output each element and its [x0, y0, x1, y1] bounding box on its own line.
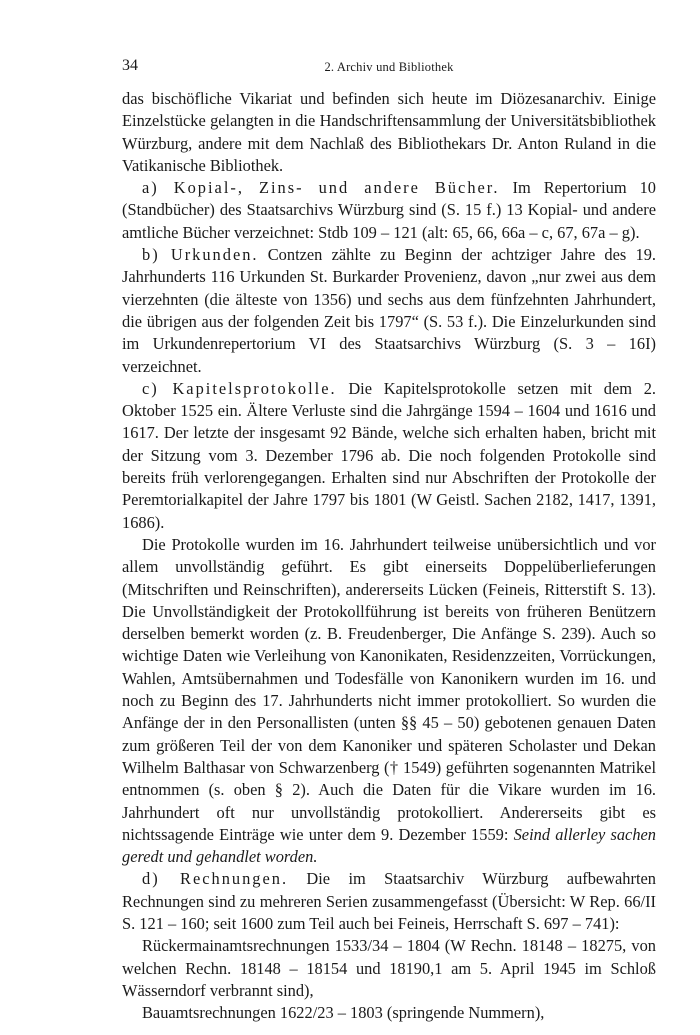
running-head: 2. Archiv und Bibliothek: [324, 60, 454, 74]
paragraph-urkunden: b) Urkunden. Contzen zählte zu Beginn der achtziger Jahre des 19. Jahrhunderts 116 Urkunden St. Burkarder Provenienz, davon „nur zwei aus dem vierzehnten (die älteste von 1356) und sechs aus dem fünfzehnten Jahrhundert, die übrigen aus der folgenden Zeit bis 1797“ (S. 53 f.). Die Einzelurkunden sind im Urkundenrepertorium VI des Staatsarchivs Würzburg (S. 3 – 16I) verzeichnet.: [122, 245, 656, 376]
paragraph-continuation: das bischöfliche Vikariat und befinden sich heute im Diözesanarchiv. Einige Einzelstücke gelangten in die Handschriftensammlung der Universitätsbibliothek Würzburg, andere mit dem Nachlaß des Bibliothekars Dr. Anton Ruland in die Vatikanische Bibliothek.: [122, 89, 656, 175]
section-lead-urkunden: b) Urkunden.: [142, 245, 259, 265]
paragraph-protokolle: Die Protokolle wurden im 16. Jahrhundert teilweise unübersichtlich und vor allem unvollständig geführt. Es gibt einerseits Doppelüberlieferungen (Mitschriften und Reinschriften), andererseits Lücken (Feineis, Ritterstift S. 13). Die Unvollständigkeit der Protokollführung ist bereits von früheren Benützern derselben bemerkt worden (z. B. Freudenberger, Die Anfänge S. 239). Auch so wichtige Daten wie Verleihung von Kanonikaten, Residenzzeiten, Vorrückungen, Wahlen, Amtsübernahmen und Todesfälle von Kanonikern wurden im 16. und noch zu Beginn des 17. Jahrhunderts nicht immer protokolliert. So wurden die Anfänge der in den Personallisten (unten §§ 45 – 50) gebotenen genauen Daten zum größeren Teil der von dem Kanoniker und späteren Scholaster und Dekan Wilhelm Balthasar von Schwarzenberg († 1549) geführten sogenannten Matrikel entnommen (s. oben § 2). Auch die Daten für die Vikare wurden im 16. Jahrhundert oft nur unvollständig protokolliert. Andererseits gibt es nichtssagende Einträge wie unter dem 9. Dezember 1559: Seind allerley sachen geredt und gehandlet worden.: [122, 534, 657, 867]
page-number: 34: [122, 57, 138, 74]
section-lead-rechnungen: d) Rechnungen.: [142, 869, 289, 889]
paragraph-rechnungen: d) Rechnungen. Die im Staatsarchiv Würzburg aufbewahrten Rechnungen sind zu mehreren Serien zusammengefasst (Übersicht: W Rep. 66/II S. 121 – 160; seit 1600 zum Teil auch bei Feineis, Herrschaft S. 697 – 741):: [122, 869, 656, 933]
body-text: [122, 88, 656, 1024]
list-entry-bauamt: Bauamtsrechnungen 1622/23 – 1803 (springende Nummern),: [142, 1003, 545, 1023]
paragraph-kapitelsprotokolle: c) Kapitelsprotokolle. Die Kapitelsprotokolle setzen mit dem 2. Oktober 1525 ein. Ältere Verluste sind die Jahrgänge 1594 – 1604 und 1616 und 1617. Der letzte der insgesamt 92 Bände, welche sich erhalten haben, bricht mit der Sitzung vom 3. Dezember 1796 ab. Die noch folgenden Protokolle sind bereits früh verlorengegangen. Erhalten sind nur Abschriften der Protokolle der Peremtorialkapitel der Jahre 1797 bis 1801 (W Geistl. Sachen 2182, 1417, 1391, 1686).: [122, 378, 657, 532]
list-entry-rueckermainamt: Rückermainamtsrechnungen 1533/34 – 1804 (W Rechn. 18148 – 18275, von welchen Rechn. 18148 – 18154 und 18190,1 am 5. April 1945 im Schloß Wässerndorf verbrannt sind),: [122, 936, 656, 1000]
section-lead-kopialbuecher: a) Kopial-, Zins- und andere Bücher.: [142, 178, 500, 198]
paragraph-kopialbuecher: a) Kopial-, Zins- und andere Bücher. Im Repertorium 10 (Standbücher) des Staatsarchivs Würzburg sind (S. 15 f.) 13 Kopial- und andere amtliche Bücher verzeichnet: Stdb 109 – 121 (alt: 65, 66, 66a – c, 67, 67a – g).: [122, 178, 656, 242]
quotation: Seind allerley sachen geredt und gehandlet worden.: [122, 824, 657, 867]
section-lead-kapitelsprotokolle: c) Kapitelsprotokolle.: [142, 378, 337, 398]
page-header: [122, 56, 656, 76]
